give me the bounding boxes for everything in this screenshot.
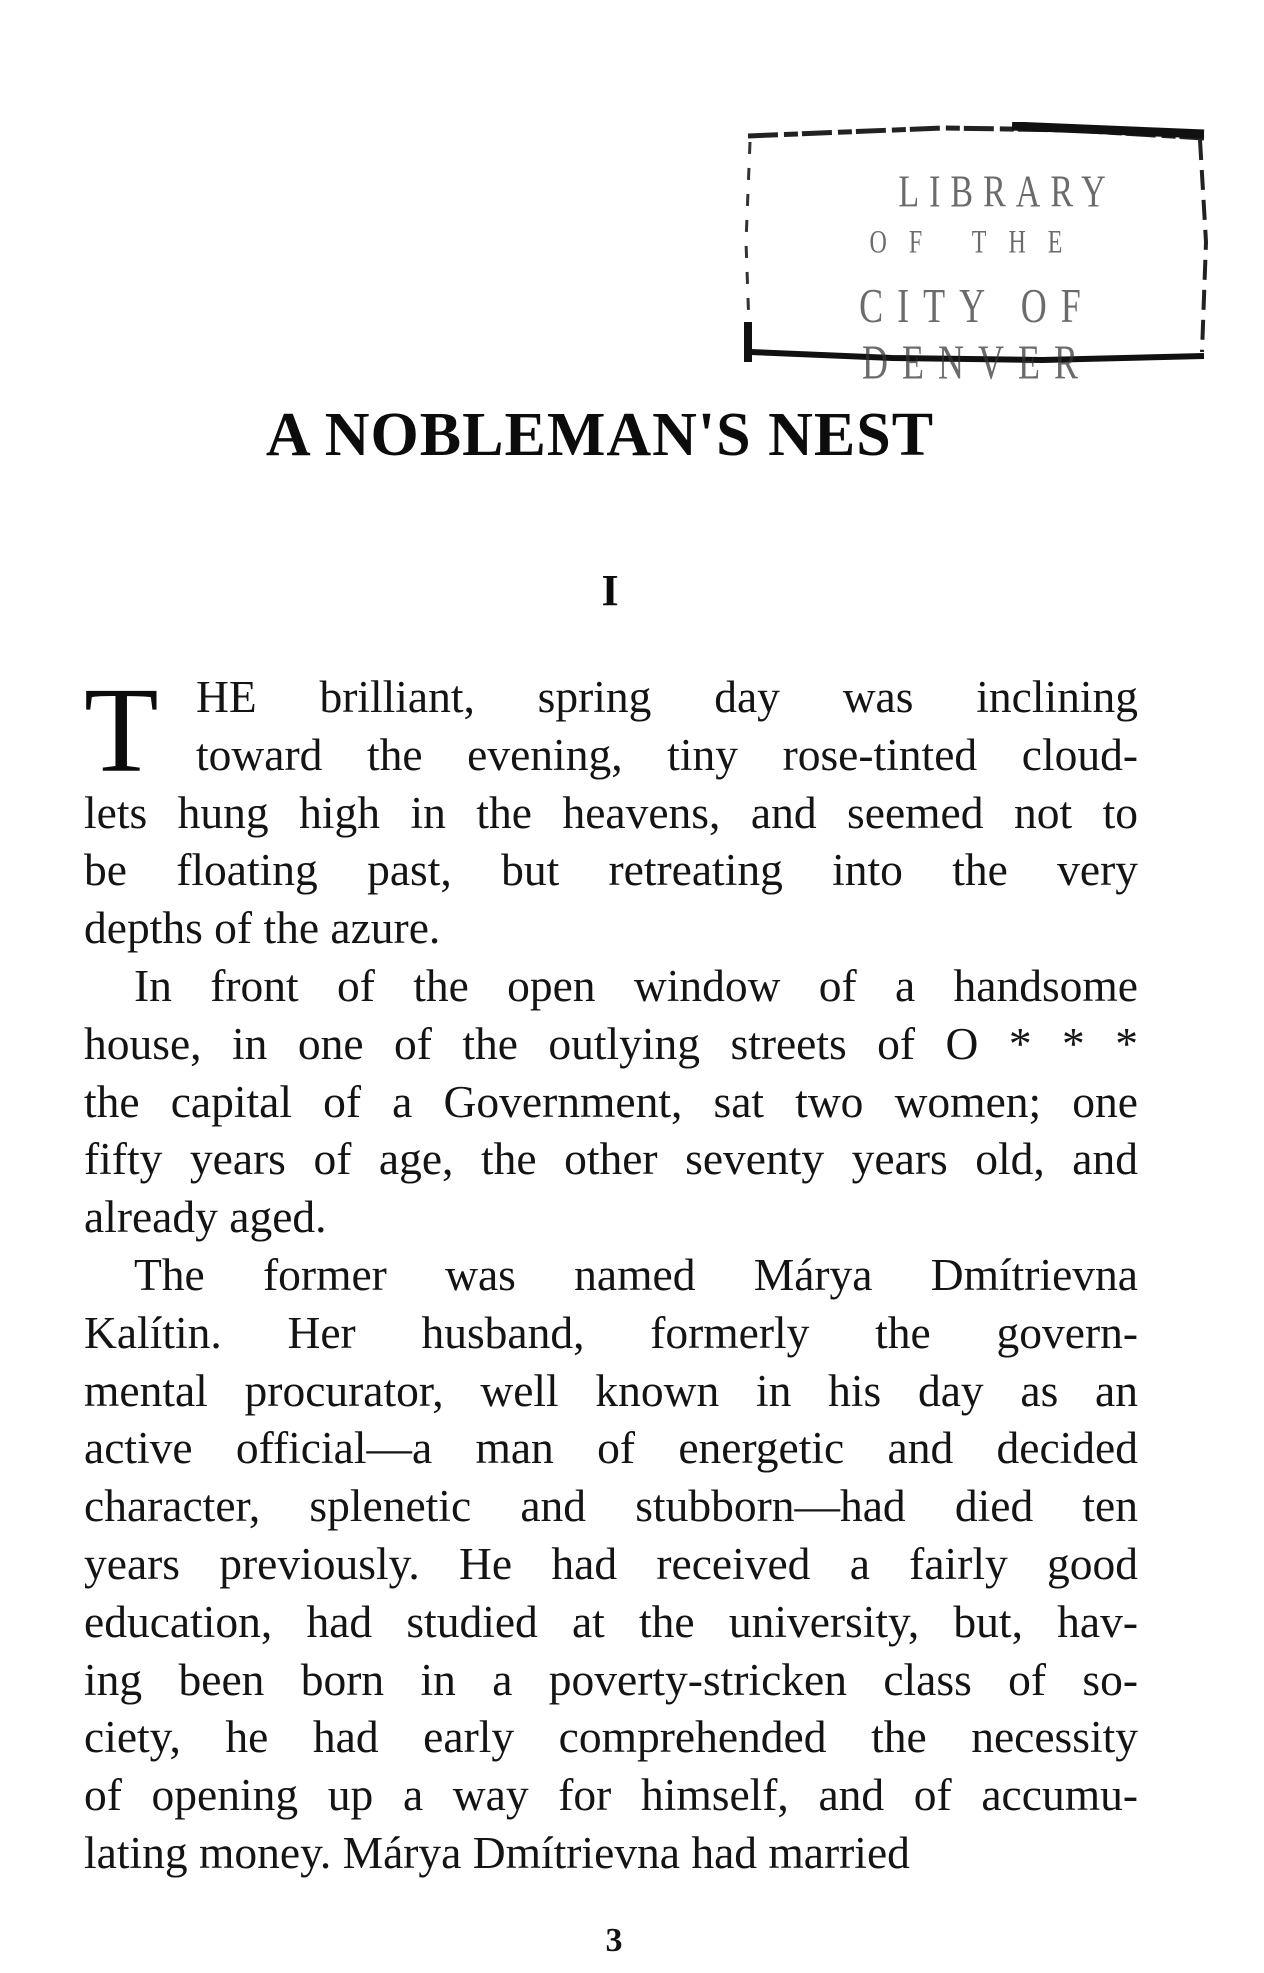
text-line: lating money. Márya Dmítrievna had married bbox=[84, 1826, 910, 1878]
paragraph bbox=[84, 663, 1138, 957]
chapter-number: I bbox=[601, 566, 619, 615]
text-line: HE brilliant, spring day was inclining bbox=[196, 671, 1138, 722]
text-line: lets hung high in the heavens, and seemed not to bbox=[84, 786, 1138, 838]
drop-cap: T bbox=[84, 663, 159, 798]
paragraph bbox=[84, 957, 1138, 1246]
text-line: The former was named Márya Dmítrievna bbox=[134, 1248, 1138, 1300]
text-line: Kalítin. Her husband, formerly the govern- bbox=[84, 1306, 1138, 1358]
body-text bbox=[84, 663, 1138, 1882]
text-line: In front of the open window of a handsome bbox=[134, 959, 1138, 1011]
text-line: character, splenetic and stubborn—had died ten bbox=[84, 1480, 1138, 1532]
stamp-line-2: OF THE bbox=[869, 225, 1085, 261]
text-line: years previously. He had received a fairly good bbox=[84, 1537, 1138, 1589]
text-line: ciety, he had early comprehended the necessity bbox=[84, 1711, 1138, 1763]
text-line: be floating past, but retreating into the very bbox=[84, 844, 1138, 896]
text-line: already aged. bbox=[84, 1191, 327, 1243]
text-line: house, in one of the outlying streets of O * * * bbox=[84, 1017, 1138, 1069]
paragraph bbox=[84, 1246, 1138, 1882]
library-stamp bbox=[742, 122, 1212, 390]
book-title: A NOBLEMAN'S NEST bbox=[265, 401, 935, 469]
text-line: toward the evening, tiny rose-tinted cloud- bbox=[196, 728, 1138, 780]
text-line: active official—a man of energetic and decided bbox=[84, 1422, 1138, 1474]
text-line: the capital of a Government, sat two women; one bbox=[84, 1075, 1138, 1127]
stamp-line-1: LIBRARY bbox=[898, 167, 1116, 218]
text-line: mental procurator, well known in his day as an bbox=[84, 1364, 1138, 1416]
text-line: fifty years of age, the other seventy years old, and bbox=[84, 1133, 1138, 1185]
page-number: 3 bbox=[605, 1922, 623, 1959]
text-line: of opening up a way for himself, and of accumu- bbox=[84, 1769, 1138, 1821]
text-line: education, had studied at the university, but, hav- bbox=[84, 1595, 1138, 1647]
text-line: ing been born in a poverty-stricken class of so- bbox=[84, 1653, 1138, 1705]
stamp-line-3: CITY OF DENVER bbox=[859, 278, 1095, 390]
text-line: depths of the azure. bbox=[84, 902, 441, 954]
